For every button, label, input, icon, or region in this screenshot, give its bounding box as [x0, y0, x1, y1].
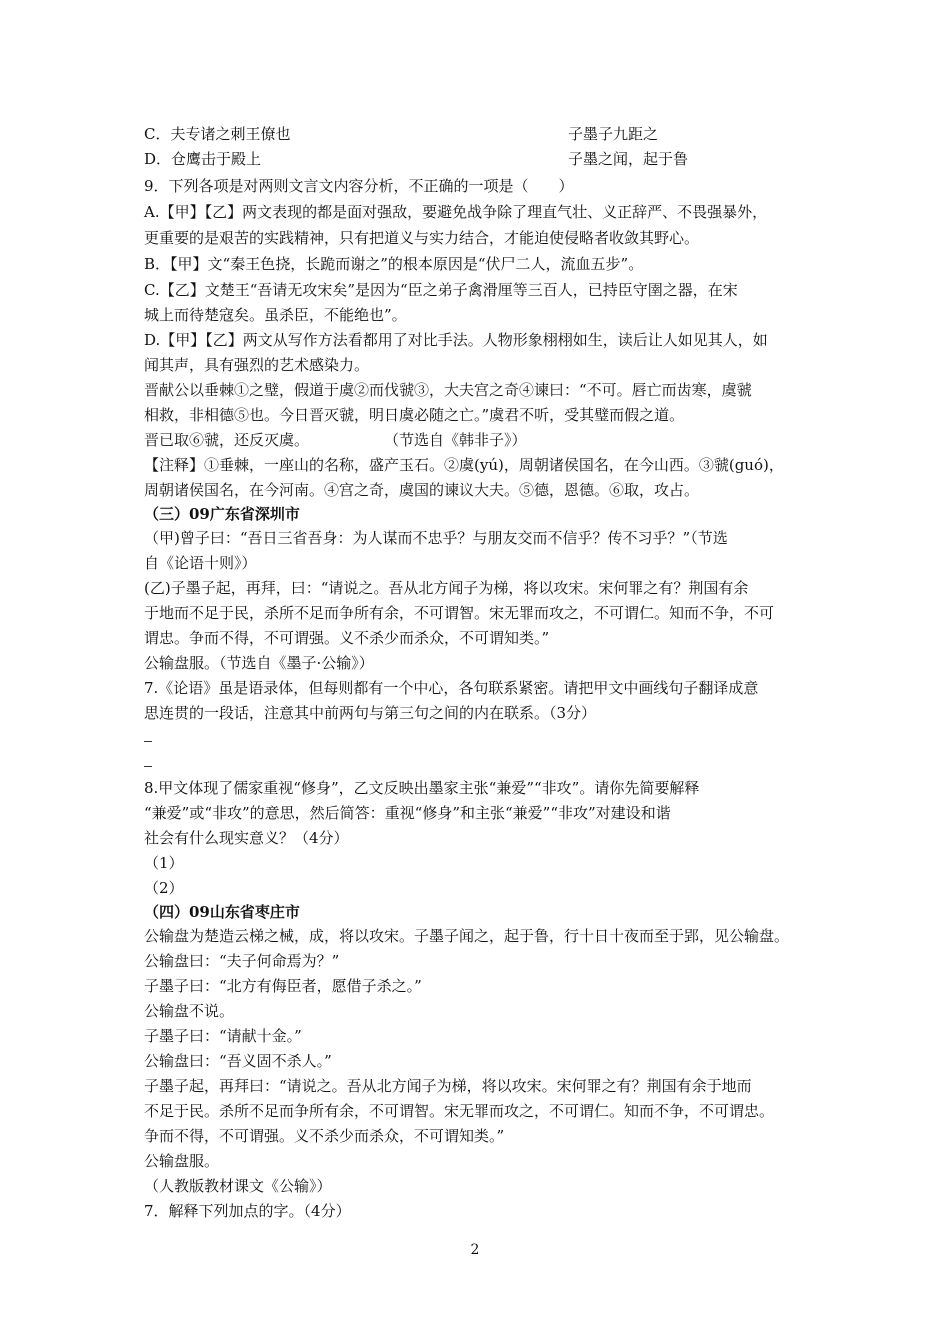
- text-line: D.【甲】【乙】两文从写作方法看都用了对比手法。人物形象栩栩如生，读后让人如见其人，如: [144, 331, 768, 349]
- text-line: 晋献公以垂棘①之璧，假道于虞②而伐虢③，大夫宫之奇④谏曰：“不可。唇亡而齿寒，虞虢: [144, 381, 752, 399]
- text-line: 谓忠。争而不得，不可谓强。义不杀少而杀众，不可谓知类。”: [144, 629, 550, 647]
- text-line: 社会有什么现实意义？（4分）: [144, 829, 349, 847]
- text-line: 不足于民。杀所不足而争所有余，不可谓智。宋无罪而攻之，不可谓仁。知而不争，不可谓忠。: [144, 1102, 775, 1120]
- option-c-line: C．夫专诸之刺王僚也 子墨子九距之: [144, 125, 659, 143]
- question-7b: 7．解释下列加点的字。（4分）: [144, 1202, 351, 1220]
- text-line: 公输盘曰：“吾义固不杀人。”: [144, 1052, 332, 1070]
- text-line: 公输盘服。: [144, 1152, 220, 1170]
- question-8: 8.甲文体现了儒家重视“修身”，乙文反映出墨家主张“兼爱”“非攻”。请你先简要解释: [144, 779, 700, 797]
- text-line: 于地而不足于民，杀所不足而争所有余，不可谓智。宋无罪而攻之，不可谓仁。知而不争，不可: [144, 604, 775, 622]
- source-note: （人教版教材课文《公输》）: [144, 1177, 332, 1195]
- text-line: 思连贯的一段话，注意其中前两句与第三句之间的内在联系。（3分）: [144, 704, 597, 722]
- text-line: 子墨子曰：“北方有侮臣者，愿借子杀之。”: [144, 977, 422, 995]
- answer-label: （1）: [144, 854, 184, 872]
- text-line: 城上而待楚寇矣。虽杀臣，不能绝也”。: [144, 306, 407, 324]
- text-line: 公输盘曰：“夫子何命焉为？”: [144, 952, 340, 970]
- text-line: 晋已取⑥虢，还反灭虞。 （节选自《韩非子》）: [144, 431, 527, 449]
- answer-blank: [144, 741, 152, 742]
- text-line: 闻其声，具有强烈的艺术感染力。: [144, 356, 370, 374]
- answer-label: （2）: [144, 879, 184, 897]
- text-line: 更重要的是艰苦的实践精神，只有把道义与实力结合，才能迫使侵略者收敛其野心。: [144, 229, 700, 247]
- text-line: 公输盘服。（节选自《墨子·公输》）: [144, 654, 374, 672]
- option-d-line: D．仓鹰击于殿上 子墨之闻，起于鲁: [144, 150, 689, 168]
- question-7: 7.《论语》虽是语录体，但每则都有一个中心，各句联系紧密。请把甲文中画线句子翻译成意: [144, 679, 759, 697]
- text-line: （甲)曾子曰：“吾日三省吾身：为人谋而不忠乎？与朋友交而不信乎？传不习乎？”（节选: [144, 529, 728, 547]
- option-d-right: 子墨之闻，起于鲁: [568, 150, 689, 168]
- text-line: 公输盘为楚造云梯之械，成，将以攻宋。子墨子闻之，起于鲁，行十日十夜而至于郢，见公输盘。: [144, 927, 790, 945]
- text-line: “兼爱”或“非攻”的意思，然后简答：重视“修身”和主张“兼爱”“非攻”对建设和谐: [144, 804, 671, 822]
- text-line: A.【甲】【乙】两文表现的都是面对强敌，要避免战争除了理直气壮、义正辞严、不畏强暴外，: [144, 203, 768, 221]
- text-line: 相救，非相德⑤也。今日晋灭虢，明日虞必随之亡。”虞君不听，受其璧而假之道。: [144, 406, 685, 424]
- section-heading: （四）09山东省枣庄市: [144, 903, 300, 921]
- text-line: 争而不得，不可谓强。义不杀少而杀众，不可谓知类。”: [144, 1127, 505, 1145]
- page-number: 2: [470, 1242, 480, 1258]
- text-line: B．【甲】文“秦王色挠，长跪而谢之”的根本原因是“伏尸二人，流血五步”。: [144, 255, 644, 273]
- text-line: 子墨子曰：“请献十金。”: [144, 1027, 302, 1045]
- text-line: 子墨子起，再拜曰：“请说之。吾从北方闻子为梯，将以攻宋。宋何罪之有？荆国有余于地而: [144, 1077, 752, 1095]
- text-line: 自《论语十则》）: [144, 554, 257, 572]
- answer-blank: [144, 766, 152, 767]
- text-line: C.【乙】文楚王“吾请无攻宋矣”是因为“臣之弟子禽滑厘等三百人，已持臣守圉之器，在宋: [144, 281, 738, 299]
- text-line: (乙)子墨子起，再拜，曰：“请说之。吾从北方闻子为梯，将以攻宋。宋何罪之有？荆国有余: [144, 579, 749, 597]
- annotation-line: 【注释】①垂棘，一座山的名称，盛产玉石。②虞(yú)，周朝诸侯国名，在今山西。③虢(guó)，: [144, 456, 784, 474]
- section-heading: （三）09广东省深圳市: [144, 505, 300, 523]
- option-c-right: 子墨子九距之: [568, 125, 659, 143]
- annotation-line: 周朝诸侯国名，在今河南。④宫之奇，虞国的谏议大夫。⑤德，恩德。⑥取，攻占。: [144, 481, 700, 499]
- text-line: 公输盘不说。: [144, 1002, 235, 1020]
- question-9: 9．下列各项是对两则文言文内容分析，不正确的一项是（ ）: [144, 177, 574, 195]
